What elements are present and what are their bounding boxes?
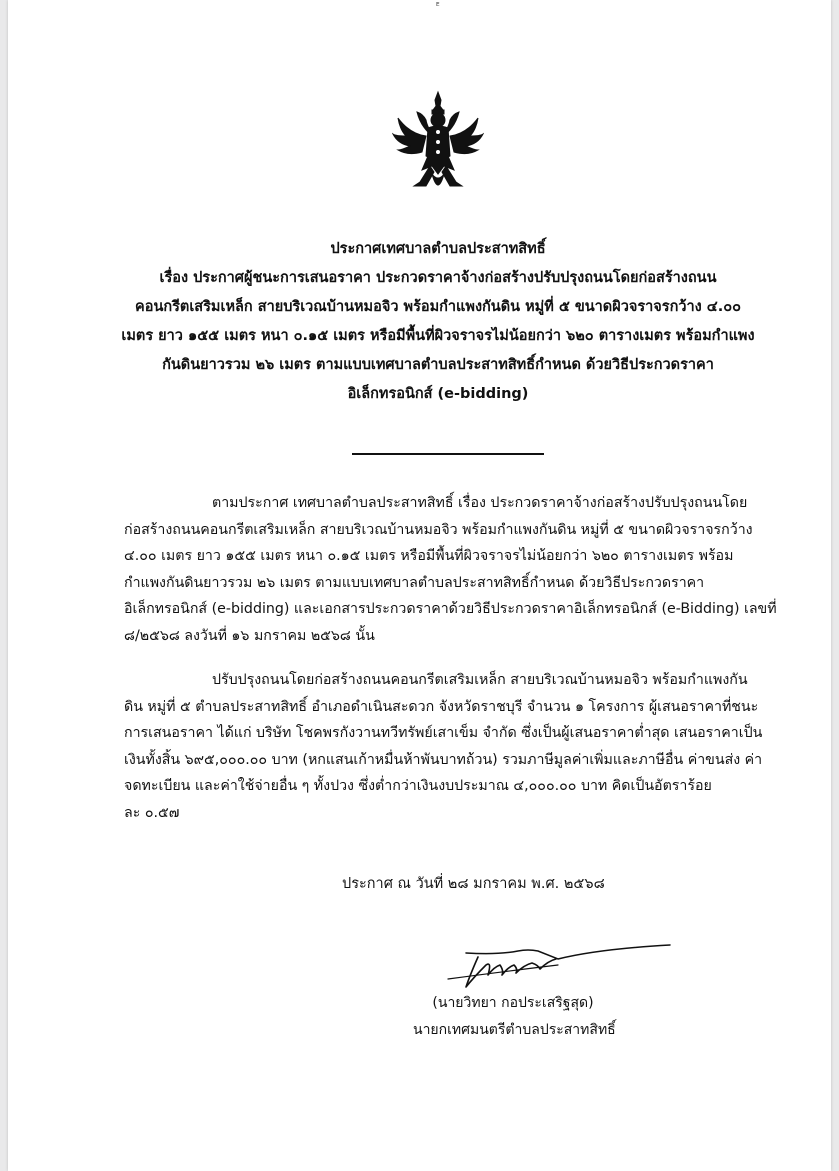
announcement-title xyxy=(118,235,758,409)
title-line: อิเล็กทรอนิกส์ (e-bidding) xyxy=(347,386,529,402)
body-line: จดทะเบียน และค่าใช้จ่ายอื่น ๆ ทั้งปวง ซึ่งต่ำกว่าเงินงบประมาณ ๔,๐๐๐.๐๐ บาท คิดเป็นอัตราร้อย xyxy=(124,778,712,794)
body-line: ๔.๐๐ เมตร ยาว ๑๕๕ เมตร หนา ๐.๑๕ เมตร หรือมีพื้นที่ผิวจราจรไม่น้อยกว่า ๖๒๐ ตารางเมตร พร้อม xyxy=(124,548,734,564)
announcement-date: ประกาศ ณ วันที่ ๒๘ มกราคม พ.ศ. ๒๕๖๘ xyxy=(342,876,605,892)
body-line: ปรับปรุงถนนโดยก่อสร้างถนนคอนกรีตเสริมเหล็ก สายบริเวณบ้านหมอจิว พร้อมกำแพงกัน xyxy=(212,672,748,688)
title-divider xyxy=(352,453,544,455)
body-line: ก่อสร้างถนนคอนกรีตเสริมเหล็ก สายบริเวณบ้านหมอจิว พร้อมกำแพงกันดิน หมู่ที่ ๕ ขนาดผิวจราจรกว้าง xyxy=(124,521,753,538)
announcement-body xyxy=(124,490,777,826)
body-line: ละ ๐.๕๗ xyxy=(124,804,180,821)
title-line: ประกาศเทศบาลตำบลประสาทสิทธิ์ xyxy=(330,241,546,257)
body-line: กำแพงกันดินยาวรวม ๒๖ เมตร ตามแบบเทศบาลตำบลประสาทสิทธิ์กำหนด ด้วยวิธีประกวดราคา xyxy=(124,574,705,591)
page-top-mark: ᴱ xyxy=(436,2,440,12)
document-page xyxy=(8,0,831,1171)
title-line: คอนกรีตเสริมเหล็ก สายบริเวณบ้านหมอจิว พร้อมกำแพงกันดิน หมู่ที่ ๕ ขนาดผิวจราจรกว้าง ๔.๐๐ xyxy=(135,299,741,315)
signer-position: นายกเทศมนตรีตำบลประสาทสิทธิ์ xyxy=(413,1022,616,1038)
paragraph-2 xyxy=(124,667,763,826)
title-line: เรื่อง ประกาศผู้ชนะการเสนอราคา ประกวดราคาจ้างก่อสร้างปรับปรุงถนนโดยก่อสร้างถนน xyxy=(159,270,717,286)
body-line: การเสนอราคา ได้แก่ บริษัท โชคพรกังวานทวีทรัพย์เสาเข็ม จำกัด ซึ่งเป็นผู้เสนอราคาต่ำสุด เสนอราคาเป็น xyxy=(124,725,763,741)
body-line: อิเล็กทรอนิกส์ (e-bidding) และเอกสารประกวดราคาด้วยวิธีประกวดราคาอิเล็กทรอนิกส์ (e-Bidding) เลขที่ xyxy=(124,601,777,617)
signer-block xyxy=(413,990,616,1044)
paragraph-1 xyxy=(124,490,777,649)
signature-icon xyxy=(408,935,678,995)
body-line: ๘/๒๕๖๘ ลงวันที่ ๑๖ มกราคม ๒๕๖๘ นั้น xyxy=(124,627,375,644)
body-line: เงินทั้งสิ้น ๖๙๕,๐๐๐.๐๐ บาท (หกแสนเก้าหมื่นห้าพันบาทถ้วน) รวมภาษีมูลค่าเพิ่มและภาษีอื่น ค่าขนส่ง ค่า xyxy=(124,751,763,768)
body-line: ดิน หมู่ที่ ๕ ตำบลประสาทสิทธิ์ อำเภอดำเนินสะดวก จังหวัดราชบุรี จำนวน ๑ โครงการ ผู้เสนอราคาที่ชนะ xyxy=(124,698,759,715)
title-line: กันดินยาวรวม ๒๖ เมตร ตามแบบเทศบาลตำบลประสาทสิทธิ์กำหนด ด้วยวิธีประกวดราคา xyxy=(162,357,714,373)
title-line: เมตร ยาว ๑๕๕ เมตร หนา ๐.๑๕ เมตร หรือมีพื้นที่ผิวจราจรไม่น้อยกว่า ๖๒๐ ตารางเมตร พร้อมกำแพง xyxy=(121,328,755,344)
garuda-emblem-icon xyxy=(392,90,484,196)
signer-name: (นายวิทยา กอประเสริฐสุด) xyxy=(432,995,594,1011)
body-line: ตามประกาศ เทศบาลตำบลประสาทสิทธิ์ เรื่อง ประกวดราคาจ้างก่อสร้างปรับปรุงถนนโดย xyxy=(212,495,748,511)
